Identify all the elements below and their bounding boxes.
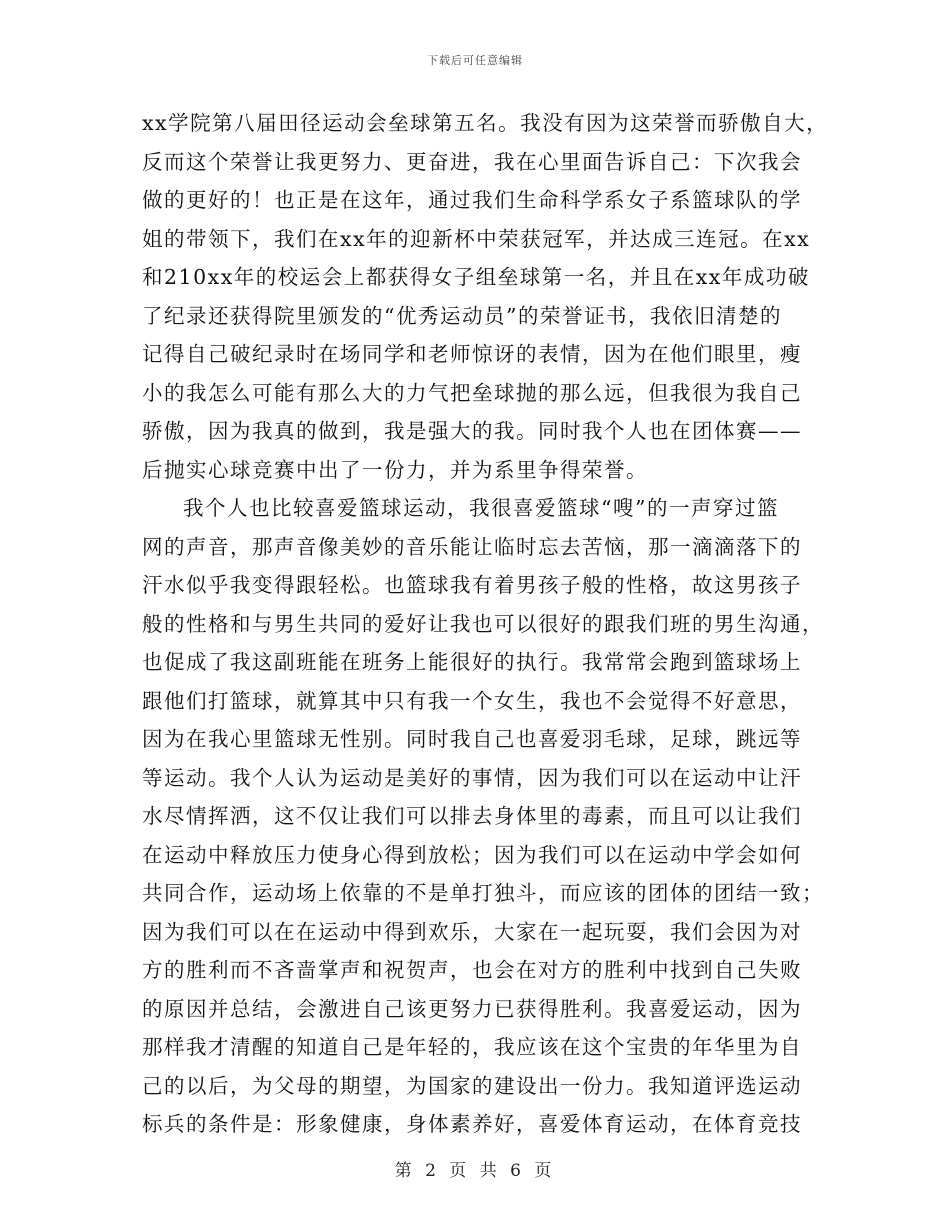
text-line: 记得自己破纪录时在场同学和老师惊讶的表情，因为在他们眼里，瘦 [142,342,802,366]
text-line: 小的我怎么可能有那么大的力气把垒球抛的那么远，但我很为我自己 [142,380,802,405]
text-line: 那样我才清醒的知道自己是年轻的，我应该在这个宝贵的年华里为自 [142,1035,802,1059]
text-line: 共同合作，运动场上依靠的不是单打独斗，而应该的团体的团结一致； [142,881,824,905]
text-line: 汗水似乎我变得跟轻松。也篮球我有着男孩子般的性格，故这男孩子 [142,573,802,597]
text-line: 等运动。我个人认为运动是美好的事情，因为我们可以在运动中让汗 [142,765,802,790]
text-line: 后抛实心球竞赛中出了一份力，并为系里争得荣誉。 [142,457,648,482]
paragraph-1 [142,104,829,489]
text-line: xx学院第八届田径运动会垒球第五名。我没有因为这荣誉而骄傲自大， [142,111,829,135]
text-line: 因为在我心里篮球无性别。同时我自己也喜爱羽毛球，足球，跳远等 [142,727,802,751]
text-line: 了纪录还获得院里颁发的“优秀运动员”的荣誉证书，我依旧清楚的 [142,303,782,328]
text-line: 网的声音，那声音像美妙的音乐能让临时忘去苦恼，那一滴滴落下的 [142,534,802,559]
paragraph-2 [142,489,824,1144]
document-body [142,104,829,1144]
text-line: 水尽情挥洒，这不仅让我们可以排去身体里的毒素，而且可以让我们 [142,804,802,828]
text-line: 般的性格和与男生共同的爱好让我也可以很好的跟我们班的男生沟通， [142,611,824,636]
text-line: 方的胜利而不吝啬掌声和祝贺声，也会在对方的胜利中找到自己失败 [142,958,802,982]
text-line: 我个人也比较喜爱篮球运动，我很喜爱篮球“嗖”的一声穿过篮 [183,496,779,520]
text-line: 己的以后，为父母的期望，为国家的建设出一份力。我知道评选运动 [142,1073,802,1098]
text-line: 也促成了我这副班能在班务上能很好的执行。我常常会跑到篮球场上 [142,650,802,674]
text-line: 标兵的条件是：形象健康，身体素养好，喜爱体育运动，在体育竞技 [142,1112,802,1136]
page-number-footer: 第 2 页 共 6 页 [394,1161,556,1181]
text-line: 姐的带领下，我们在xx年的迎新杯中荣获冠军，并达成三连冠。在xx [142,226,811,251]
page-header-note: 下载后可任意编辑 [427,54,523,67]
text-line: 的原因并总结，会激进自己该更努力已获得胜利。我喜爱运动，因为 [142,996,802,1021]
text-line: 做的更好的！也正是在这年，通过我们生命科学系女子系篮球队的学 [142,188,802,212]
text-line: 反而这个荣誉让我更努力、更奋进，我在心里面告诉自己：下次我会 [142,149,802,174]
text-line: 骄傲，因为我真的做到，我是强大的我。同时我个人也在团体赛—— [142,419,802,443]
text-line: 在运动中释放压力使身心得到放松；因为我们可以在运动中学会如何 [142,842,802,867]
text-line: 和210xx年的校运会上都获得女子组垒球第一名，并且在xx年成功破 [142,265,810,289]
text-line: 因为我们可以在在运动中得到欢乐，大家在一起玩耍，我们会因为对 [142,919,802,944]
text-line: 跟他们打篮球，就算其中只有我一个女生，我也不会觉得不好意思， [142,688,802,713]
